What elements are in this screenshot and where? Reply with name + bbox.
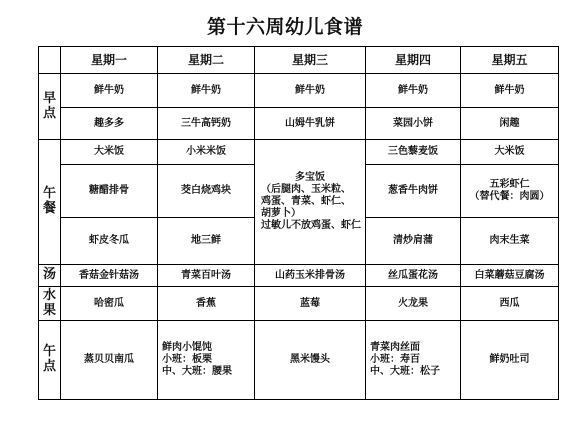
lunch-wed-ingredients-2: 鸡蛋、青菜、虾仁、	[261, 196, 351, 207]
lunch-mon-1: 大米饭	[61, 140, 158, 165]
fruit-row	[39, 287, 559, 321]
lunch-wed-dish: 多宝饭	[295, 172, 325, 183]
corner-cell	[39, 47, 61, 74]
snack-tue-small-class: 小班：板栗	[162, 354, 212, 365]
fruit-fri: 西瓜	[461, 287, 559, 321]
breakfast-thu-2: 菜园小饼	[366, 108, 461, 140]
breakfast-fri-1: 鲜牛奶	[461, 74, 559, 108]
snack-row	[39, 321, 559, 400]
snack-wed: 黑米馒头	[255, 321, 366, 400]
soup-fri: 白菜蘑菇豆腐汤	[461, 265, 559, 287]
lunch-wed	[255, 140, 366, 265]
category-breakfast: 早 点	[39, 74, 61, 140]
soup-tue: 青菜百叶汤	[158, 265, 255, 287]
snack-tue	[158, 321, 255, 400]
lunch-wed-allergy-note: 过敏儿不放鸡蛋、虾仁	[261, 220, 361, 231]
snack-thu	[366, 321, 461, 400]
lunch-fri-1: 大米饭	[461, 140, 559, 165]
lunch-thu-2: 葱香牛肉饼	[366, 165, 461, 218]
day-header-fri: 星期五	[461, 47, 559, 74]
soup-thu: 丝瓜蛋花汤	[366, 265, 461, 287]
fruit-wed: 蓝莓	[255, 287, 366, 321]
snack-tue-mid-large-class: 中、大班：腰果	[162, 366, 232, 377]
header-row	[39, 47, 559, 74]
soup-mon: 香菇金针菇汤	[61, 265, 158, 287]
page-title: 第十六周幼儿食谱	[206, 16, 363, 38]
snack-mon: 蒸贝贝南瓜	[61, 321, 158, 400]
breakfast-mon-1: 鲜牛奶	[61, 74, 158, 108]
breakfast-tue-1: 鲜牛奶	[158, 74, 255, 108]
lunch-tue-3: 地三鲜	[158, 218, 255, 265]
day-header-mon: 星期一	[61, 47, 158, 74]
soup-row	[39, 265, 559, 287]
breakfast-thu-1: 鲜牛奶	[366, 74, 461, 108]
lunch-thu-3: 清炒肩蒲	[366, 218, 461, 265]
breakfast-row-1	[39, 74, 559, 108]
lunch-wed-ingredients-3: 胡萝卜）	[261, 208, 301, 219]
lunch-tue-1: 小米米饭	[158, 140, 255, 165]
menu-table	[38, 46, 559, 400]
snack-thu-mid-large-class: 中、大班：松子	[370, 366, 440, 377]
snack-fri: 鲜奶吐司	[461, 321, 559, 400]
breakfast-row-2	[39, 108, 559, 140]
breakfast-fri-2: 闲趣	[461, 108, 559, 140]
category-snack: 午 点	[39, 321, 61, 400]
lunch-mon-3: 虾皮冬瓜	[61, 218, 158, 265]
snack-thu-dish: 青菜肉丝面	[370, 342, 420, 353]
lunch-fri-dish: 五彩虾仁	[489, 179, 530, 190]
breakfast-wed-1: 鲜牛奶	[255, 74, 366, 108]
lunch-fri-substitute: （替代餐：肉圆）	[469, 191, 550, 202]
fruit-mon: 哈密瓜	[61, 287, 158, 321]
lunch-fri-2	[461, 165, 559, 218]
lunch-thu-1: 三色藜麦饭	[366, 140, 461, 165]
breakfast-mon-2: 趣多多	[61, 108, 158, 140]
snack-tue-dish: 鲜肉小馄饨	[162, 342, 212, 353]
breakfast-tue-2: 三牛高钙奶	[158, 108, 255, 140]
category-fruit: 水 果	[39, 287, 61, 321]
day-header-tue: 星期二	[158, 47, 255, 74]
day-header-thu: 星期四	[366, 47, 461, 74]
lunch-fri-3: 肉末生菜	[461, 218, 559, 265]
lunch-mon-2: 糖醋排骨	[61, 165, 158, 218]
fruit-thu: 火龙果	[366, 287, 461, 321]
breakfast-wed-2: 山姆牛乳饼	[255, 108, 366, 140]
snack-thu-small-class: 小班：寿百	[370, 354, 420, 365]
fruit-tue: 香蕉	[158, 287, 255, 321]
lunch-tue-2: 茭白烧鸡块	[158, 165, 255, 218]
category-soup: 汤	[39, 265, 61, 287]
category-lunch: 午 餐	[39, 140, 61, 265]
lunch-row-1	[39, 140, 559, 165]
soup-wed: 山药玉米排骨汤	[255, 265, 366, 287]
lunch-wed-ingredients-1: （后腿肉、玉米粒、	[261, 184, 351, 195]
day-header-wed: 星期三	[255, 47, 366, 74]
